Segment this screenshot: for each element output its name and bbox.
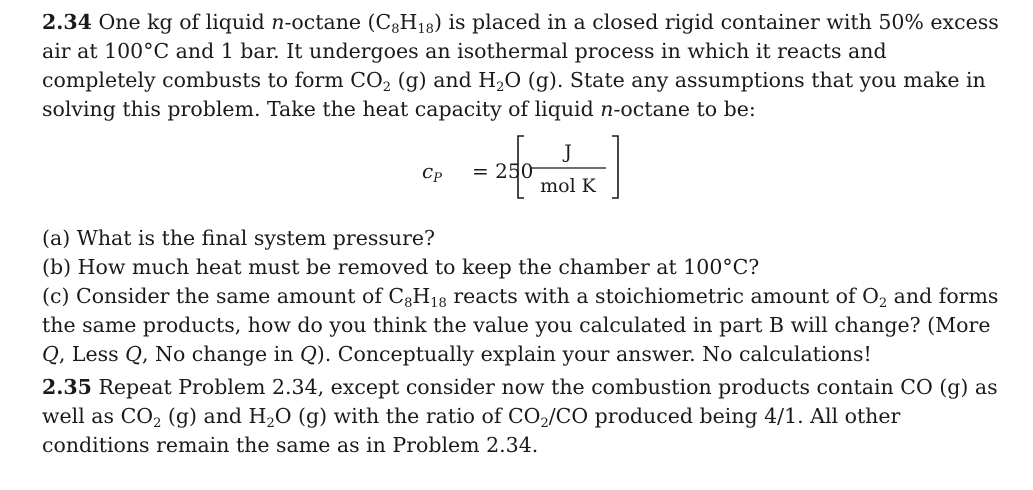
unit-bracket	[516, 134, 620, 200]
part-b	[42, 253, 1002, 282]
unit-denominator: mol K	[540, 175, 596, 197]
equation-symbol: $c_P$	[422, 159, 442, 186]
problem-number: 2.35	[42, 375, 92, 399]
part-c	[42, 282, 1002, 369]
problem-2-34	[42, 8, 1002, 124]
part-text: Consider the same amount of $C_8H_{18}$ reacts with a stoichiometric amount of $O_2$ and forms the same products, how do you think the value you calculated in part B will change? (More Q, Less Q, No change in Q). Conceptually explain your answer. No calculations!	[42, 284, 999, 366]
problem-number: 2.34	[42, 10, 92, 34]
part-label: (a)	[42, 226, 71, 250]
problem-2-35	[42, 373, 1002, 460]
part-a	[42, 224, 1002, 253]
part-text: What is the final system pressure?	[76, 226, 436, 250]
heat-capacity-equation	[42, 124, 1002, 220]
problem-document	[42, 8, 1002, 460]
problem-text: One kg of liquid n-octane $(C_8H_{18})$ is placed in a closed rigid container with 50% excess air at 100°C and 1 bar. It undergoes an isothermal process in which it reacts and completely combusts to form $CO_2$ (g) and $H_2O$ (g). State any assumptions that you make in solving this problem. Take the heat capacity of liquid n-octane to be:	[42, 10, 999, 121]
unit-numerator: J	[564, 141, 572, 163]
problem-text: Repeat Problem 2.34, except consider now the combustion products contain CO (g) as well as $CO_2$ (g) and $H_2O$ (g) with the ratio of $CO_2/CO$ produced being 4/1. All other conditions remain the same as in Problem 2.34.	[42, 375, 998, 457]
part-text: How much heat must be removed to keep the chamber at 100°C?	[77, 255, 760, 279]
question-parts	[42, 224, 1002, 369]
part-label: (c)	[42, 284, 70, 308]
part-label: (b)	[42, 255, 72, 279]
equation-value: = 250	[472, 159, 534, 183]
